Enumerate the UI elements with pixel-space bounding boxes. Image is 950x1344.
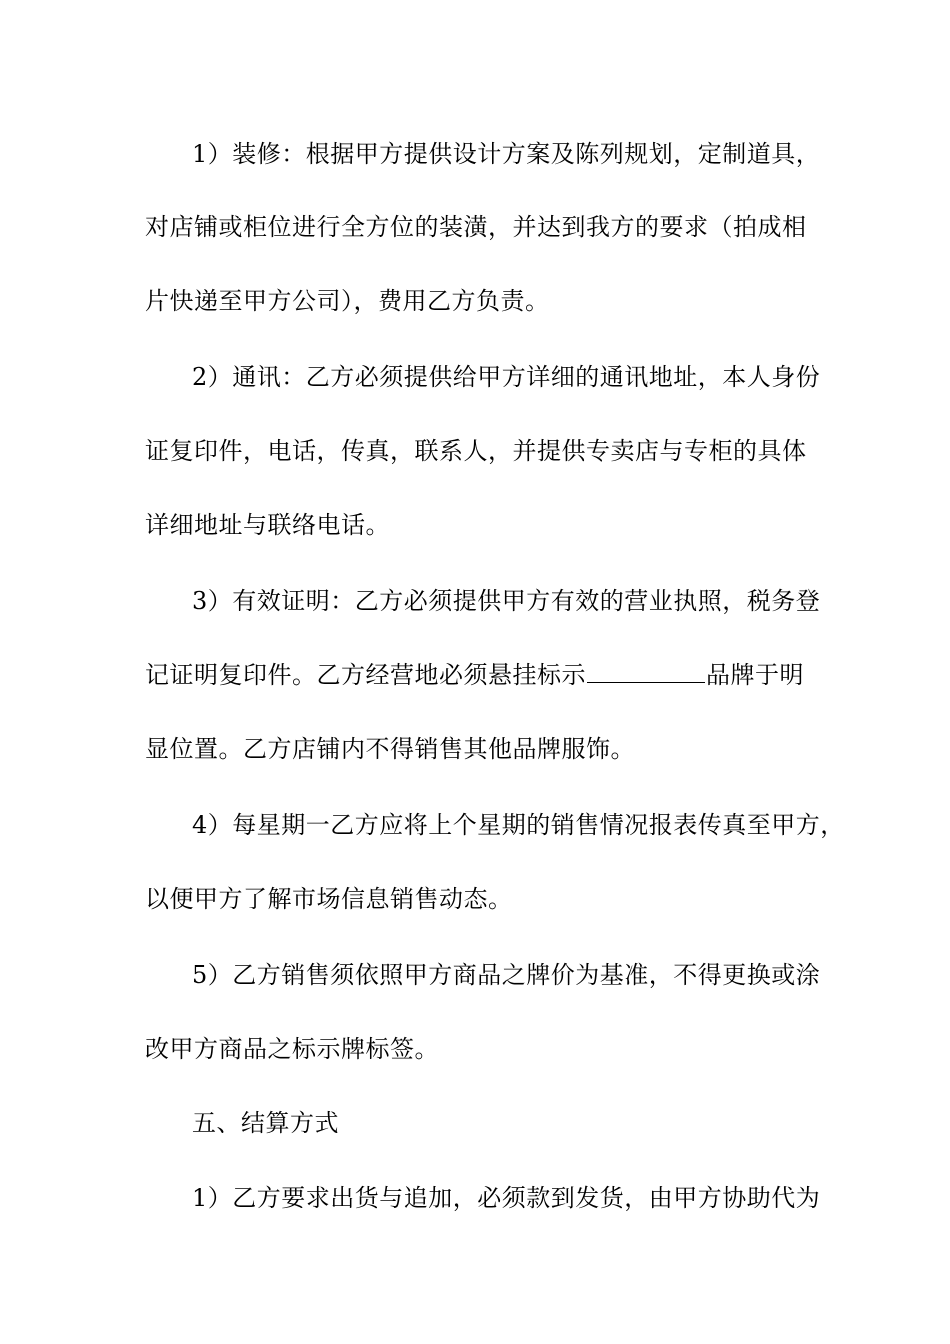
paragraph-1-line-2: 对店铺或柜位进行全方位的装潢，并达到我方的要求（拍成相 xyxy=(145,213,807,241)
paragraph-3-line-2-before-blank: 记证明复印件。乙方经营地必须悬挂标示 xyxy=(145,661,586,689)
paragraph-1-line-1: 1）装修：根据甲方提供设计方案及陈列规划，定制道具， xyxy=(192,140,821,168)
brand-name-blank xyxy=(587,662,705,683)
paragraph-3-line-3: 显位置。乙方店铺内不得销售其他品牌服饰。 xyxy=(145,735,635,763)
paragraph-2-line-1: 2）通讯：乙方必须提供给甲方详细的通讯地址，本人身份 xyxy=(192,363,821,391)
paragraph-2-line-2: 证复印件，电话，传真，联系人，并提供专卖店与专柜的具体 xyxy=(145,437,807,465)
paragraph-3-line-2-after-blank: 品牌于明 xyxy=(706,661,804,689)
paragraph-3-line-2 xyxy=(145,660,804,690)
section-heading-settlement: 五、结算方式 xyxy=(192,1109,339,1137)
paragraph-3-line-1: 3）有效证明：乙方必须提供甲方有效的营业执照，税务登 xyxy=(192,587,821,615)
paragraph-4-line-1: 4）每星期一乙方应将上个星期的销售情况报表传真至甲方， xyxy=(192,811,845,839)
paragraph-4-line-2: 以便甲方了解市场信息销售动态。 xyxy=(145,885,513,913)
paragraph-5-line-2: 改甲方商品之标示牌标签。 xyxy=(145,1035,439,1063)
paragraph-5-line-1: 5）乙方销售须依照甲方商品之牌价为基准，不得更换或涂 xyxy=(192,961,821,989)
settlement-paragraph-1-line-1: 1）乙方要求出货与追加，必须款到发货，由甲方协助代为 xyxy=(192,1184,821,1212)
paragraph-2-line-3: 详细地址与联络电话。 xyxy=(145,511,390,539)
paragraph-1-line-3: 片快递至甲方公司），费用乙方负责。 xyxy=(145,287,550,315)
